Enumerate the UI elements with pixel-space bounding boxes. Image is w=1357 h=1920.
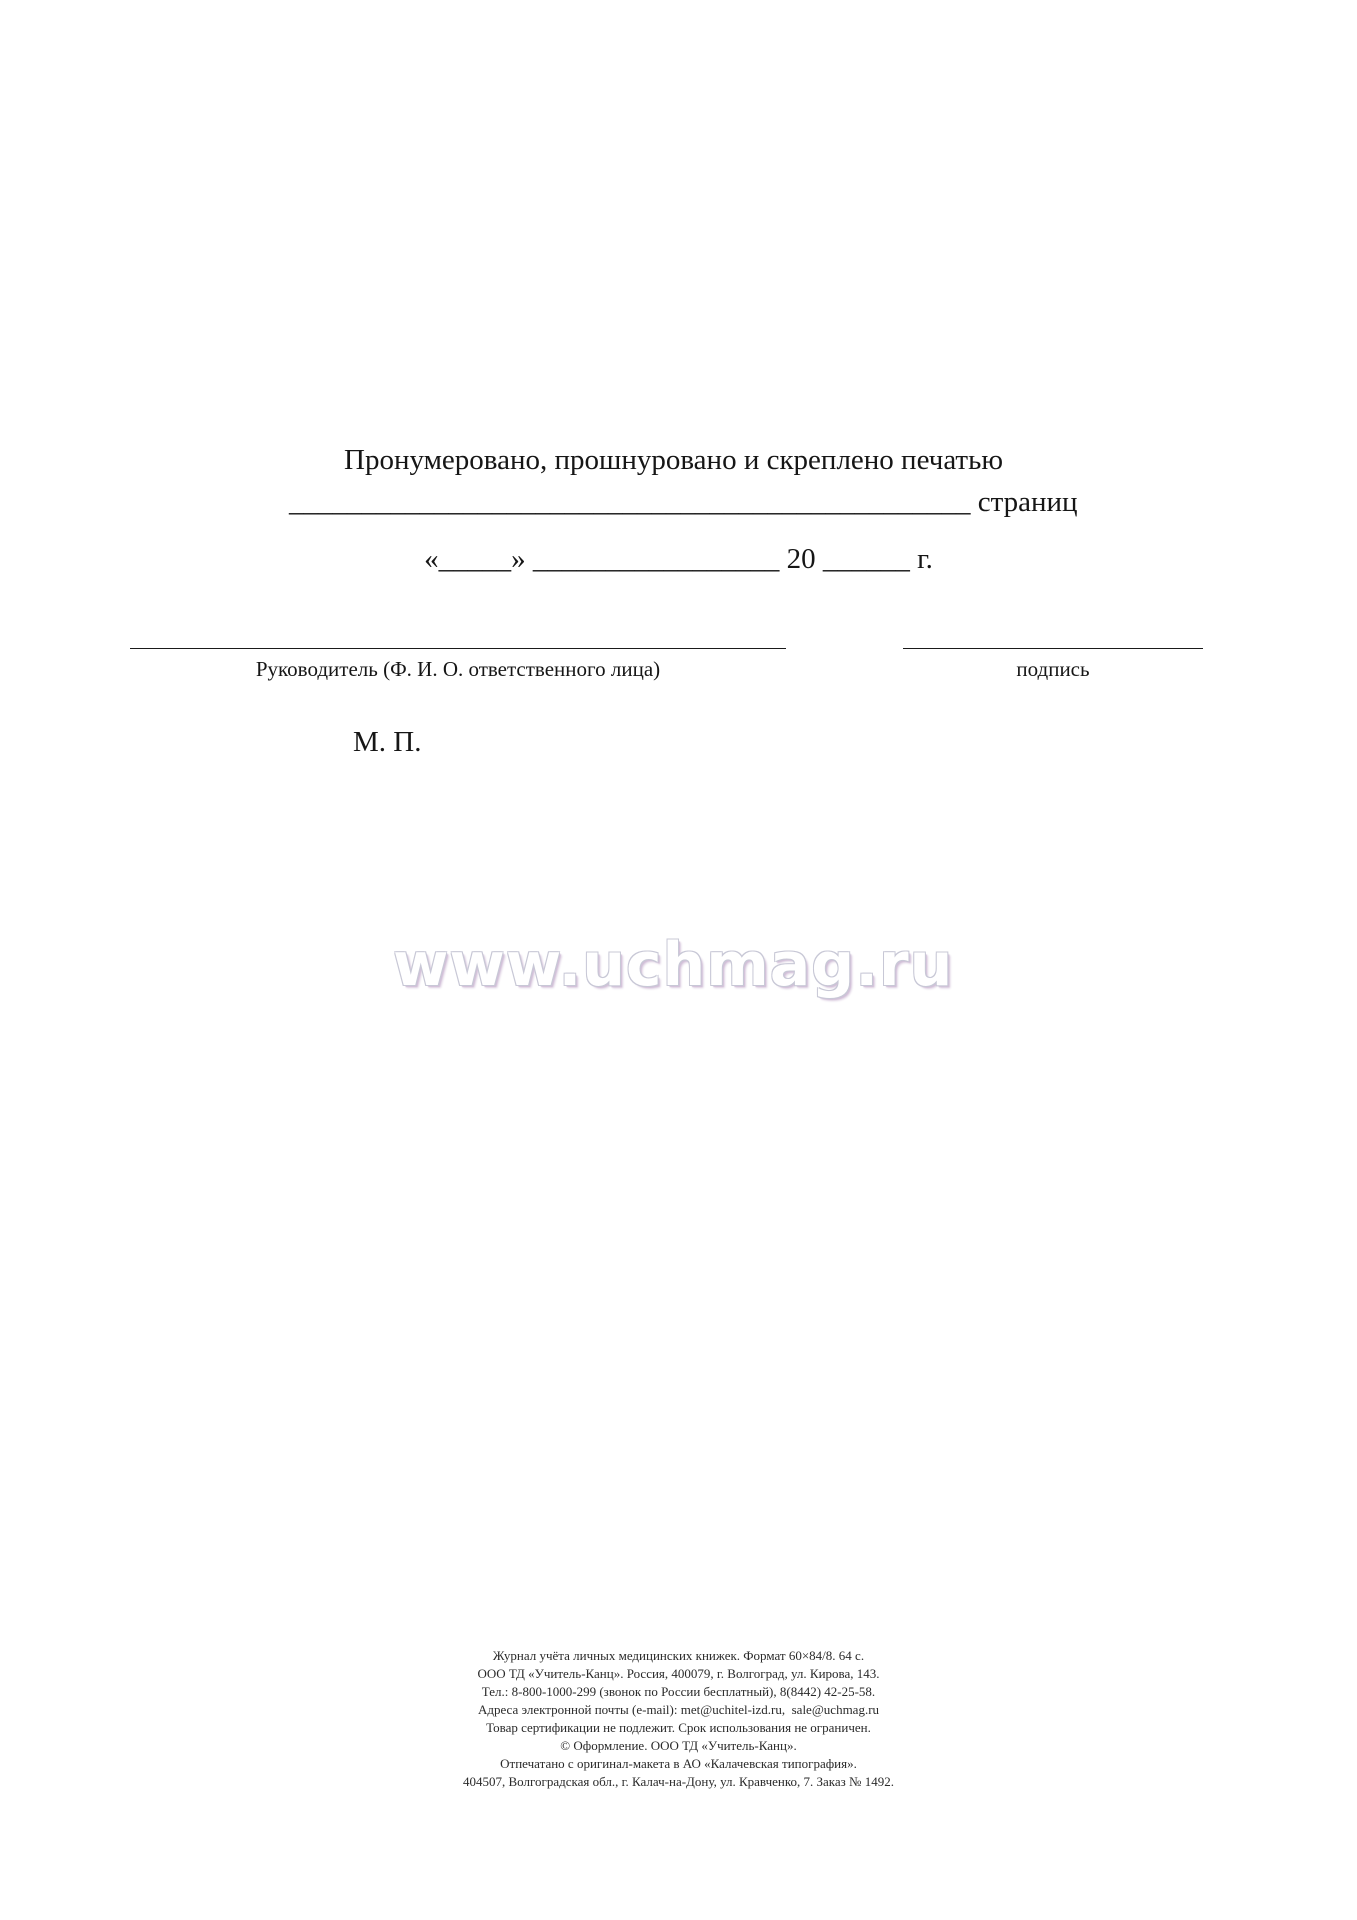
certification-heading <box>0 443 1357 477</box>
date-month-blank: _________________ <box>532 543 780 575</box>
imprint-line: © Оформление. ООО ТД «Учитель-Канц». <box>560 1738 797 1753</box>
responsible-person-caption: Руководитель (Ф. И. О. ответственного лица) <box>255 657 661 681</box>
imprint-line: Товар сертификации не подлежит. Срок использования не ограничен. <box>486 1720 871 1735</box>
date-close-quote: » <box>511 543 526 575</box>
date-day-blank: _____ <box>438 543 512 575</box>
imprint-line: Тел.: 8-800-1000-299 (звонок по России бесплатный), 8(8442) 42-25-58. <box>481 1684 876 1699</box>
imprint-line: Адреса электронной почты (e-mail): met@uchitel-izd.ru, sale@uchmag.ru <box>477 1702 880 1717</box>
imprint-line: 404507, Волгоградская обл., г. Калач-на-Дону, ул. Кравченко, 7. Заказ № 1492. <box>463 1774 894 1789</box>
date-year-suffix: г. <box>917 543 933 575</box>
responsible-person-line <box>130 648 786 649</box>
certification-heading-text: Пронумеровано, прошнуровано и скреплено печатью <box>344 444 1003 476</box>
imprint-line: ООО ТД «Учитель-Канц». Россия, 400079, г. Волгоград, ул. Кирова, 143. <box>477 1666 880 1681</box>
date-year-prefix: 20 <box>786 543 816 575</box>
imprint-line: Журнал учёта личных медицинских книжек. Формат 60×84/8. 64 с. <box>492 1648 865 1663</box>
imprint-line: Отпечатано с оригинал-макета в АО «Калачевская типография». <box>500 1756 857 1771</box>
page-count-blank: _______________________________________________ <box>289 486 971 518</box>
page-count-line <box>289 485 1078 519</box>
date-year-blank: ______ <box>822 543 910 575</box>
date-open-quote: « <box>424 543 439 575</box>
signature-caption: подпись <box>1016 657 1090 681</box>
publisher-imprint <box>0 1647 1357 1791</box>
seal-place-label: М. П. <box>353 726 422 758</box>
signature-line <box>903 648 1203 649</box>
watermark: www.uchmag.ru <box>393 930 954 1000</box>
date-line <box>0 542 1357 576</box>
page-count-word: страниц <box>977 486 1078 518</box>
